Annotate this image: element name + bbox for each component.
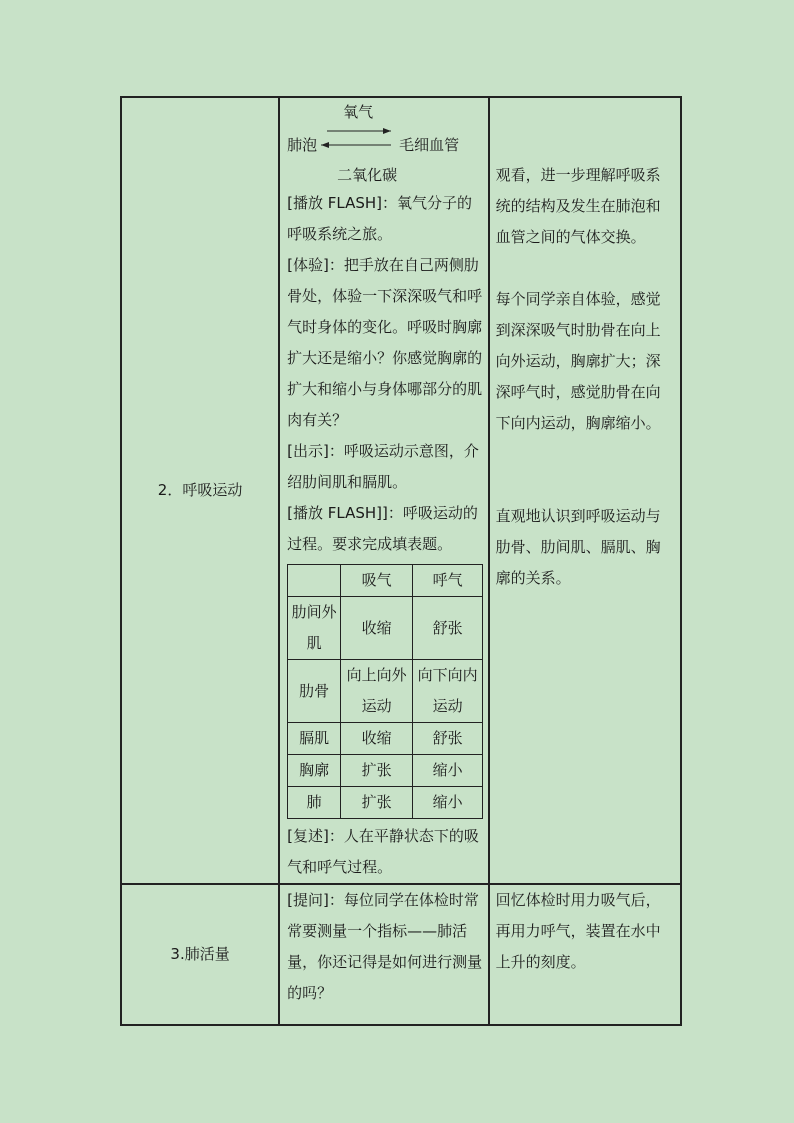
diagram-co2-label: 二氧化碳 <box>337 166 398 184</box>
table-cell: 肋骨 <box>288 660 341 723</box>
table-row <box>121 97 681 884</box>
table-row <box>288 597 483 660</box>
table-row <box>288 787 483 819</box>
table-cell: 收缩 <box>341 723 413 755</box>
table-cell: 收缩 <box>341 597 413 660</box>
table-cell: 舒张 <box>413 723 483 755</box>
activity-flash-2: [播放 FLASH]]：呼吸运动的过程。要求完成填表题。 <box>287 504 478 553</box>
table-cell: 胸廓 <box>288 755 341 787</box>
purpose-experience: 每个同学亲自体验，感觉到深深吸气时肋骨在向上向外运动，胸廓扩大；深深呼气时，感觉肋骨在向下向内运动，胸廓缩小。 <box>495 290 661 432</box>
table-cell: 膈肌 <box>288 723 341 755</box>
purpose-cell <box>489 97 681 884</box>
table-cell: 向上向外运动 <box>341 660 413 723</box>
purpose-observe: 观看，进一步理解呼吸系统的结构及发生在肺泡和血管之间的气体交换。 <box>495 166 661 246</box>
diagram-alveoli-label: 肺泡 <box>287 136 318 154</box>
table-row <box>288 723 483 755</box>
stage-label: 2．呼吸运动 <box>157 481 243 499</box>
purpose-recall: 回忆体检时用力吸气后，再用力呼气，装置在水中上升的刻度。 <box>495 891 661 971</box>
stage-label: 3.肺活量 <box>170 945 230 963</box>
diagram-oxygen-label: 氧气 <box>343 103 374 121</box>
table-cell: 向下向内运动 <box>413 660 483 723</box>
table-header-row <box>288 565 483 597</box>
table-cell: 扩张 <box>341 755 413 787</box>
table-row <box>121 884 681 1025</box>
activity-experience: [体验]：把手放在自己两侧肋骨处，体验一下深深吸气和呼气时身体的变化。呼吸时胸廓扩大还是缩小？你感觉胸廓的扩大和缩小与身体哪部分的肌肉有关？ <box>287 256 483 429</box>
table-cell: 肋间外肌 <box>288 597 341 660</box>
purpose-understand: 直观地认识到呼吸运动与肋骨、肋间肌、膈肌、胸廓的关系。 <box>495 507 661 587</box>
table-cell: 缩小 <box>413 755 483 787</box>
gas-exchange-diagram <box>287 98 482 188</box>
table-cell: 舒张 <box>413 597 483 660</box>
table-header-cell: 吸气 <box>341 565 413 597</box>
table-header-cell <box>288 565 341 597</box>
diagram-capillary-label: 毛细血管 <box>399 136 460 154</box>
double-arrow-icon <box>287 98 487 188</box>
activity-cell <box>279 97 488 884</box>
table-cell: 肺 <box>288 787 341 819</box>
activity-cell <box>279 884 488 1025</box>
activity-show: [出示]：呼吸运动示意图，介绍肋间肌和膈肌。 <box>287 442 479 491</box>
lesson-table <box>120 96 682 1026</box>
purpose-cell <box>489 884 681 1025</box>
stage-cell <box>121 97 279 884</box>
table-row <box>288 755 483 787</box>
table-header-cell: 呼气 <box>413 565 483 597</box>
table-row <box>288 660 483 723</box>
activity-question: [提问]：每位同学在体检时常常要测量一个指标——肺活量，你还记得是如何进行测量的吗？ <box>287 891 483 1002</box>
table-cell: 缩小 <box>413 787 483 819</box>
activity-flash-1: [播放 FLASH]：氧气分子的呼吸系统之旅。 <box>287 194 472 243</box>
breathing-table <box>287 564 483 819</box>
activity-retell: [复述]：人在平静状态下的吸气和呼气过程。 <box>287 827 479 876</box>
stage-cell <box>121 884 279 1025</box>
table-cell: 扩张 <box>341 787 413 819</box>
